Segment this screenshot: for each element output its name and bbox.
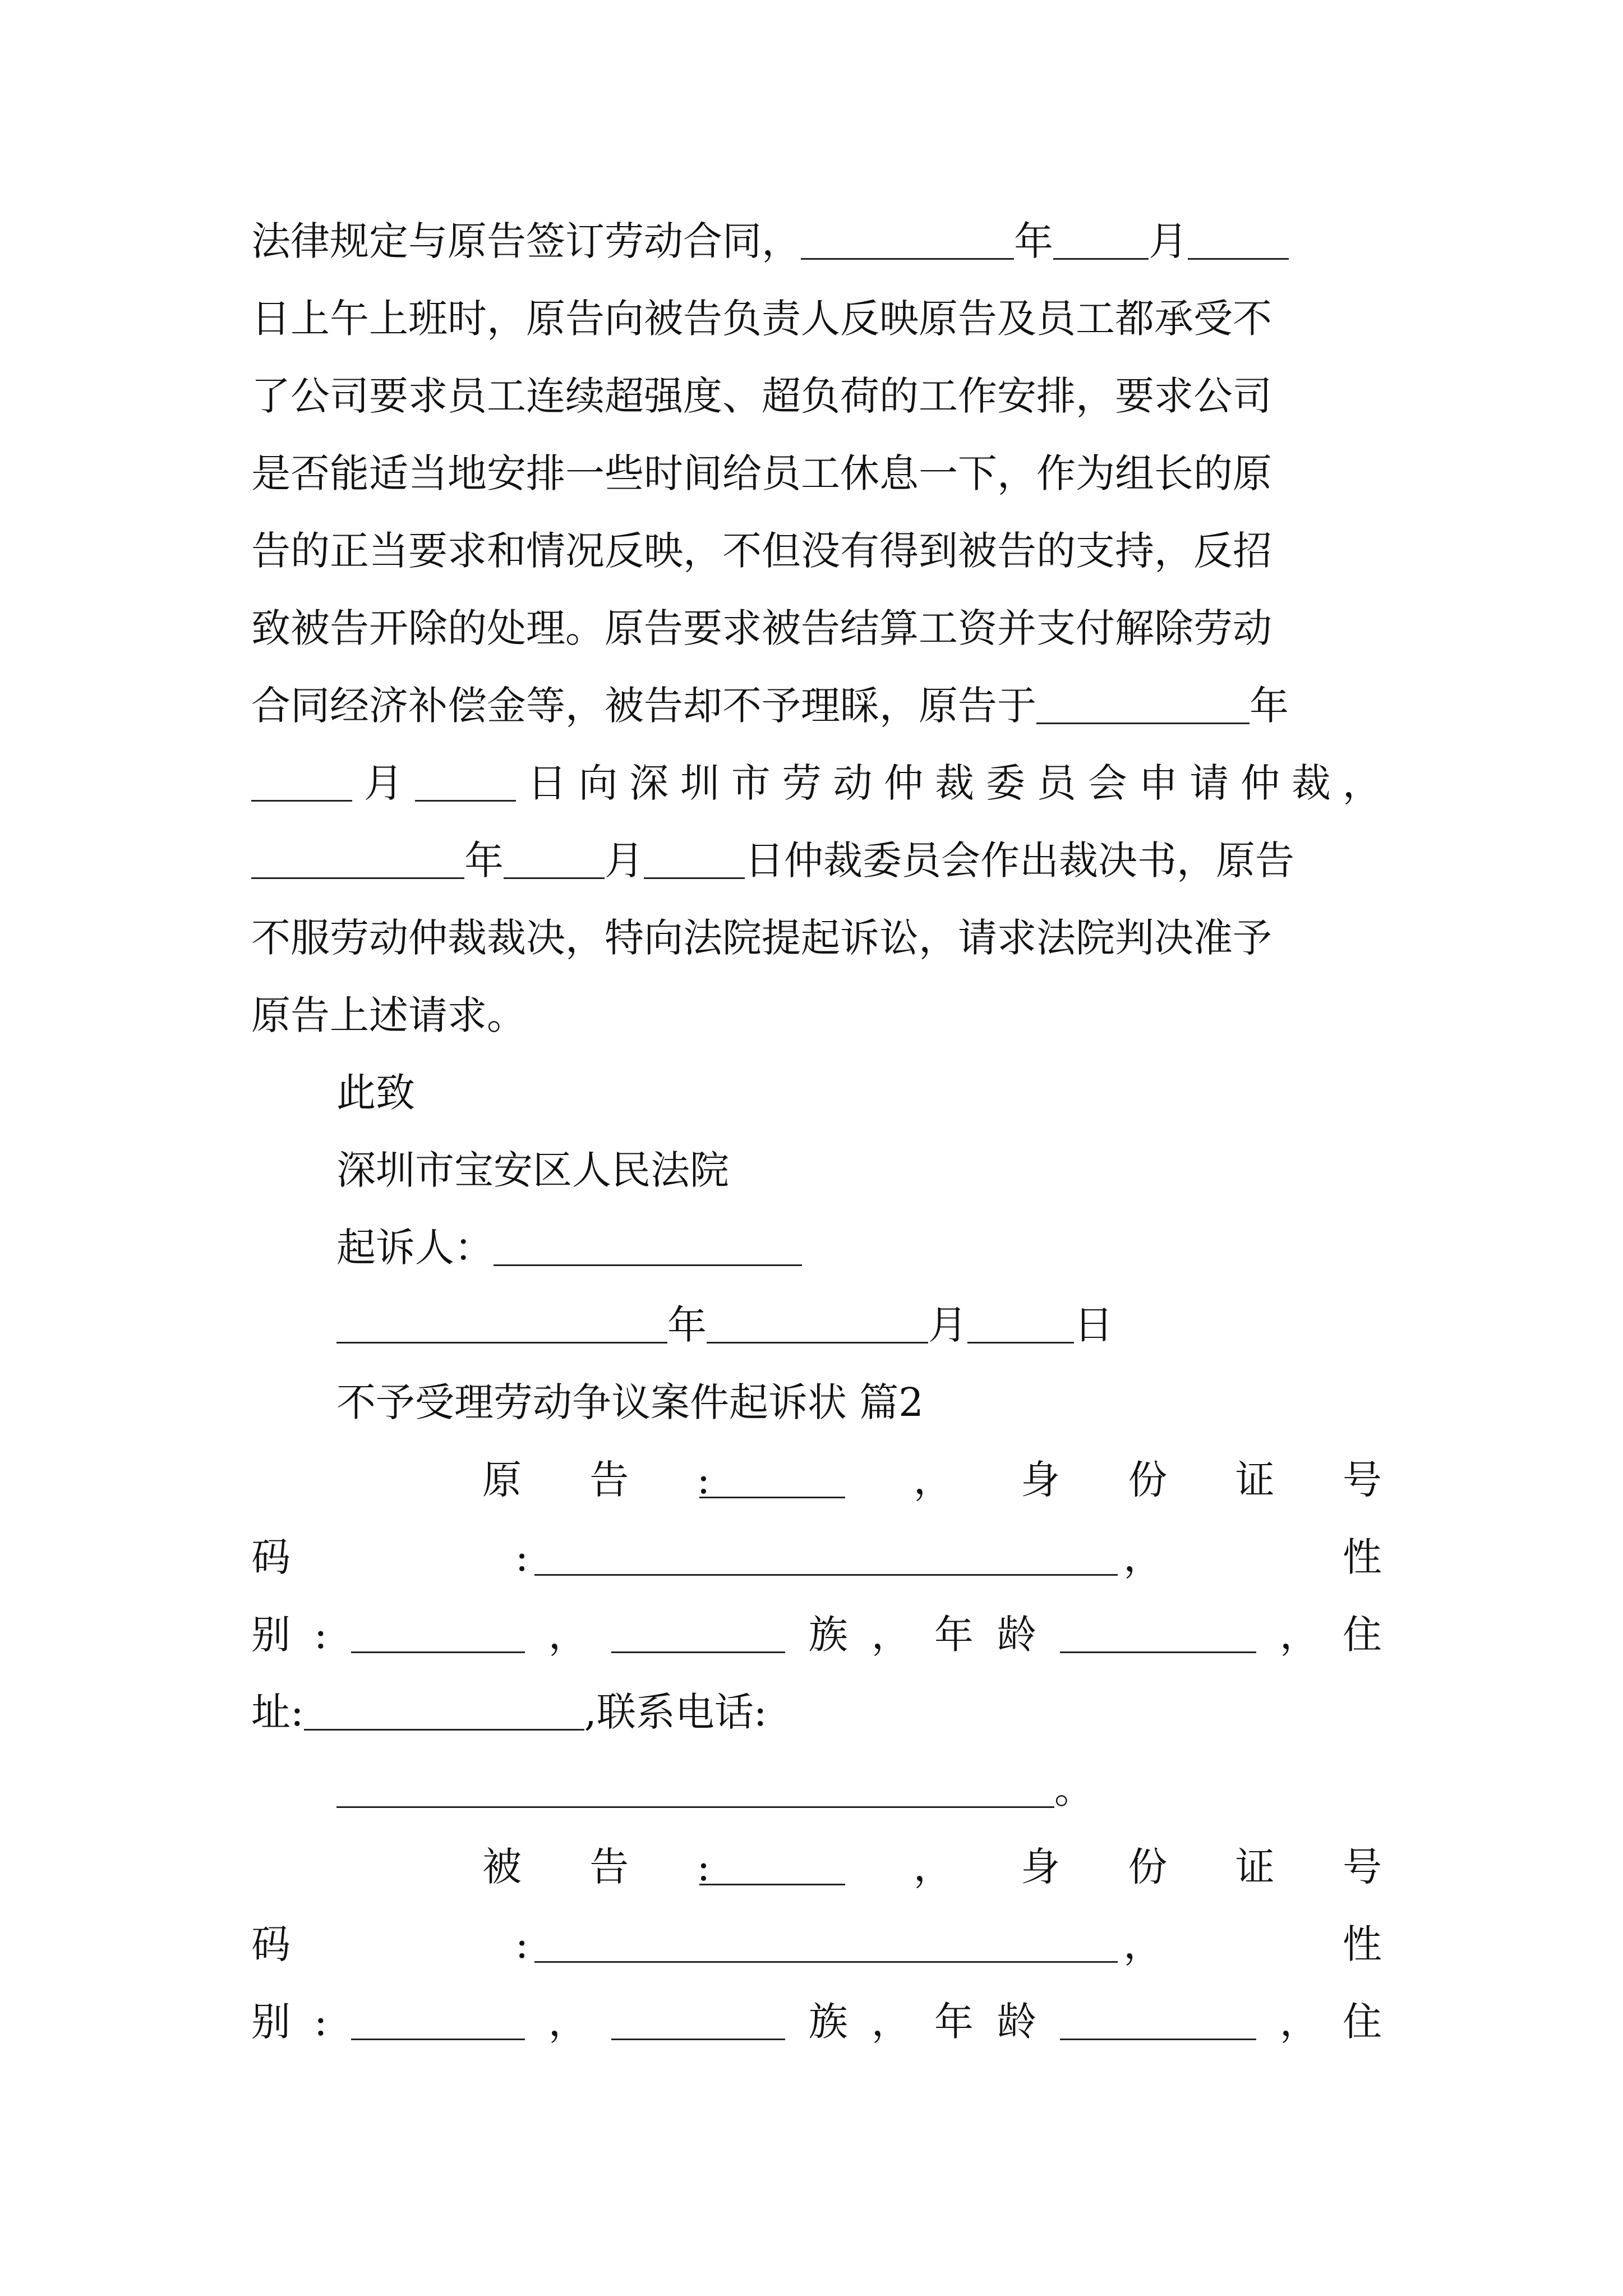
text-char: ， [913,1844,953,1890]
paragraph-line-3 [251,368,1382,424]
blank-gender-field [351,2004,525,2040]
blank-year-field [251,843,464,879]
text-char: 号 [1342,1844,1382,1890]
text-segment: 原告上述请求。 [251,992,526,1038]
text-char: 龄 [997,1612,1036,1658]
text-char: : [697,1457,711,1503]
text-char: 市 [731,760,771,806]
plaintiff-row-5 [336,1761,1382,1818]
text-segment: 址: [251,1689,304,1735]
text-segment: 是否能适当地安排一些时间给员工休息一下，作为组长的原 [251,450,1272,496]
paragraph-line-1 [251,213,1382,269]
defendant-row-1 [482,1839,1382,1895]
text-char: 住 [1342,1612,1382,1658]
blank-age-field [1060,2004,1256,2040]
text-char: 份 [1128,1844,1168,1890]
blank-month-field [251,765,352,802]
blank-day-field [967,1307,1074,1343]
text-char: 证 [1235,1457,1275,1503]
year-label: 年 [1014,218,1053,264]
text-char: : [515,1534,529,1580]
plaintiff-label: 起诉人： [336,1225,494,1271]
text-char: 被 [482,1844,522,1890]
blank-day-field [1188,223,1289,260]
text-char: : [314,1612,328,1658]
text-char: 员 [1036,760,1076,806]
paragraph-line-11 [251,987,1382,1043]
text-char: 向 [578,760,618,806]
blank-name-field [699,1849,845,1885]
blank-gender-field [351,1617,525,1653]
text-char: ， [1279,1612,1319,1658]
text-char: 深 [629,760,669,806]
text-char: 劳 [782,760,822,806]
text-char: 裁 [1291,760,1331,806]
month-label: 月 [928,1302,967,1348]
blank-phone-field [336,1772,1054,1808]
defendant-row-3 [251,1994,1382,2050]
text-segment: 法律规定与原告签订劳动合同， [251,218,801,264]
year-label: 年 [1249,683,1289,729]
text-char: 份 [1128,1457,1168,1503]
year-label: 年 [667,1302,707,1348]
blank-address-field [304,1694,584,1731]
paragraph-line-4 [251,445,1382,501]
blank-month-field [1053,223,1149,260]
day-label: 日 [1074,1302,1113,1348]
text-char: 动 [833,760,873,806]
text-segment: 致被告开除的处理。原告要求被告结算工资并支付解除劳动 [251,605,1272,651]
text-char: ， [1279,1999,1319,2045]
text-segment: 不服劳动仲裁裁决，特向法院提起诉讼，请求法院判决准予 [251,915,1272,961]
day-label: 日 [527,760,567,806]
text-segment: 告的正当要求和情况反映，不但没有得到被告的支持，反招 [251,528,1272,574]
court-name [336,1142,1382,1198]
text-char: 身 [1021,1844,1061,1890]
text-char: 码 [251,1921,291,1967]
year-label: 年 [464,838,504,884]
paragraph-line-9 [251,832,1382,889]
text-char: 原 [482,1457,522,1503]
signature-date-line [336,1297,1382,1353]
blank-ethnicity-field [611,2004,785,2040]
salutation [336,1065,1382,1121]
text-segment: 了公司要求员工连续超强度、超负荷的工作安排，要求公司 [251,373,1272,419]
text-char: 请 [1189,760,1229,806]
section-title [336,1374,1382,1430]
text-char: : [515,1921,529,1967]
paragraph-line-5 [251,523,1382,579]
text-char: 会 [1087,760,1127,806]
text-char: 证 [1235,1844,1275,1890]
blank-year-field [336,1307,667,1343]
paragraph-line-7 [251,678,1382,734]
paragraph-line-10 [251,910,1382,966]
court-name-text: 深圳市宝安区人民法院 [336,1147,729,1193]
month-label: 月 [605,838,644,884]
text-char: 性 [1342,1921,1382,1967]
text-char: 龄 [997,1999,1036,2045]
blank-name-field [699,1462,845,1498]
text-char: 。 [1054,1766,1094,1812]
blank-day-field [415,765,516,802]
text-segment: 日仲裁委员会作出裁决书，原告 [745,838,1294,884]
blank-signature-field [494,1230,802,1266]
plaintiff-row-1 [482,1452,1382,1508]
text-char: 住 [1342,1999,1382,2045]
blank-month-field [707,1307,928,1343]
plaintiff-signature-line [336,1220,1382,1276]
text-char: 告 [589,1844,629,1890]
blank-age-field [1060,1617,1256,1653]
month-label: 月 [1149,218,1188,264]
text-char: ， [1123,1921,1163,1967]
text-char: 码 [251,1534,291,1580]
text-char: 年 [934,1999,974,2045]
text-char: 告 [589,1457,629,1503]
text-segment: ,联系电话: [584,1689,767,1735]
text-char: 号 [1342,1457,1382,1503]
text-char: 别 [251,1612,291,1658]
text-char: ， [548,1612,588,1658]
salutation-text: 此致 [336,1070,415,1116]
month-label: 月 [363,760,403,806]
plaintiff-row-4 [251,1684,1382,1740]
blank-month-field [504,843,605,879]
defendant-row-2 [251,1916,1382,1972]
plaintiff-row-3 [251,1607,1382,1663]
text-char: 圳 [680,760,720,806]
text-char: 性 [1342,1534,1382,1580]
text-char: 族 [808,1999,848,2045]
paragraph-line-8 [251,755,1382,811]
text-char: 身 [1021,1457,1061,1503]
text-char: ， [548,1999,588,2045]
blank-year-field [801,223,1014,260]
text-char: 裁 [935,760,975,806]
section-title-text: 不予受理劳动争议案件起诉状 篇2 [336,1379,924,1425]
text-char: 仲 [884,760,924,806]
paragraph-line-2 [251,291,1382,347]
text-char: ， [871,1999,911,2045]
text-char: : [314,1999,328,2045]
text-char: 年 [934,1612,974,1658]
text-char: ， [1342,760,1382,806]
text-char: 别 [251,1999,291,2045]
text-segment: 合同经济补偿金等，被告却不予理睬，原告于 [251,683,1036,729]
text-char: ， [913,1457,953,1503]
blank-year-field [1036,688,1249,724]
text-char: ， [1123,1534,1163,1580]
blank-id-number-field [534,1926,1118,1963]
paragraph-line-6 [251,600,1382,656]
text-char: ， [871,1612,911,1658]
text-segment: 日上午上班时，原告向被告负责人反映原告及员工都承受不 [251,296,1272,342]
blank-ethnicity-field [611,1617,785,1653]
blank-day-field [644,843,745,879]
blank-id-number-field [534,1539,1118,1576]
text-char: : [697,1844,711,1890]
text-char: 委 [985,760,1025,806]
text-char: 族 [808,1612,848,1658]
text-char: 申 [1138,760,1178,806]
text-char: 仲 [1241,760,1280,806]
plaintiff-row-2 [251,1529,1382,1585]
